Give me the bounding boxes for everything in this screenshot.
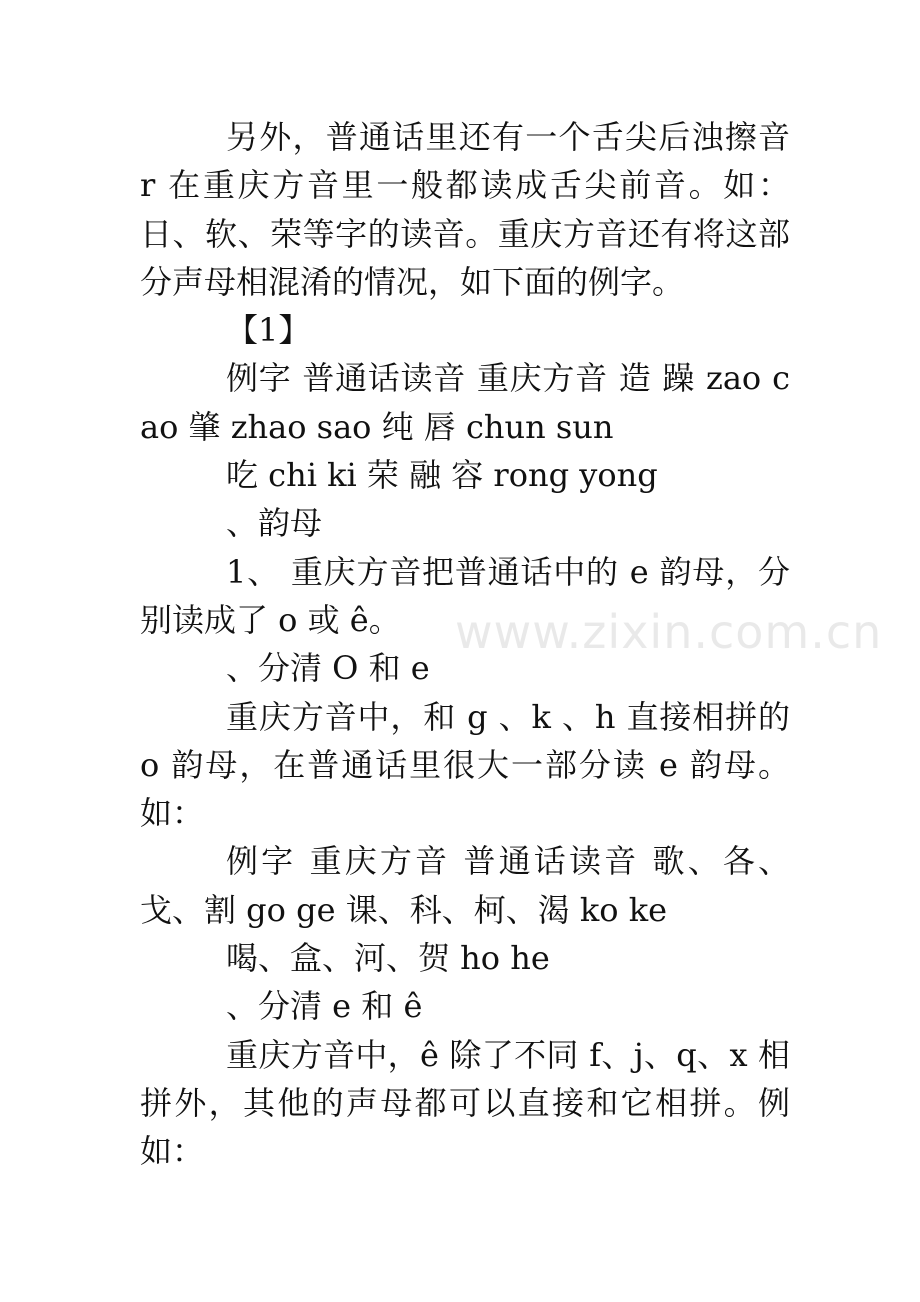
paragraph-point-1: 1、 重庆方音把普通话中的 e 韵母，分别读成了 o 或 ê。: [140, 552, 790, 639]
paragraph-example-he: 喝、盒、河、贺 ho he: [226, 939, 550, 978]
paragraph-heading-finals: 、韵母: [226, 504, 323, 543]
paragraph-heading-e-ee: 、分清 e 和 ê: [226, 987, 423, 1026]
document-body: [140, 113, 790, 1176]
paragraph-e-ee-explanation: 重庆方音中，ê 除了不同 f、j、q、x 相拼外，其他的声母都可以直接和它相拼。例如：: [140, 1035, 790, 1171]
paragraph-example-ge-ke: 例字 重庆方音 普通话读音 歌、各、戈、割 go ge 课、科、柯、渴 ko ke: [140, 842, 790, 929]
paragraph-o-e-explanation: 重庆方音中，和 g 、k 、h 直接相拼的 o 韵母，在普通话里很大一部分读 e 韵母。如：: [140, 697, 790, 833]
paragraph-example-chi-rong: 吃 chi ki 荣 融 容 rong yong: [226, 456, 658, 495]
paragraph-marker-1: 【1】: [226, 311, 311, 350]
watermark-text: www.zixin.com.cn: [455, 605, 883, 659]
paragraph-r-initial: 另外，普通话里还有一个舌尖后浊擦音 r 在重庆方音里一般都读成舌尖前音。如：日、软、荣等字的读音。重庆方音还有将这部分声母相混淆的情况，如下面的例字。: [140, 118, 790, 301]
paragraph-heading-o-e: 、分清 O 和 e: [226, 649, 430, 688]
paragraph-example-table-initials: 例字 普通话读音 重庆方音 造 躁 zao cao 肇 zhao sao 纯 唇 chun sun: [140, 359, 790, 446]
